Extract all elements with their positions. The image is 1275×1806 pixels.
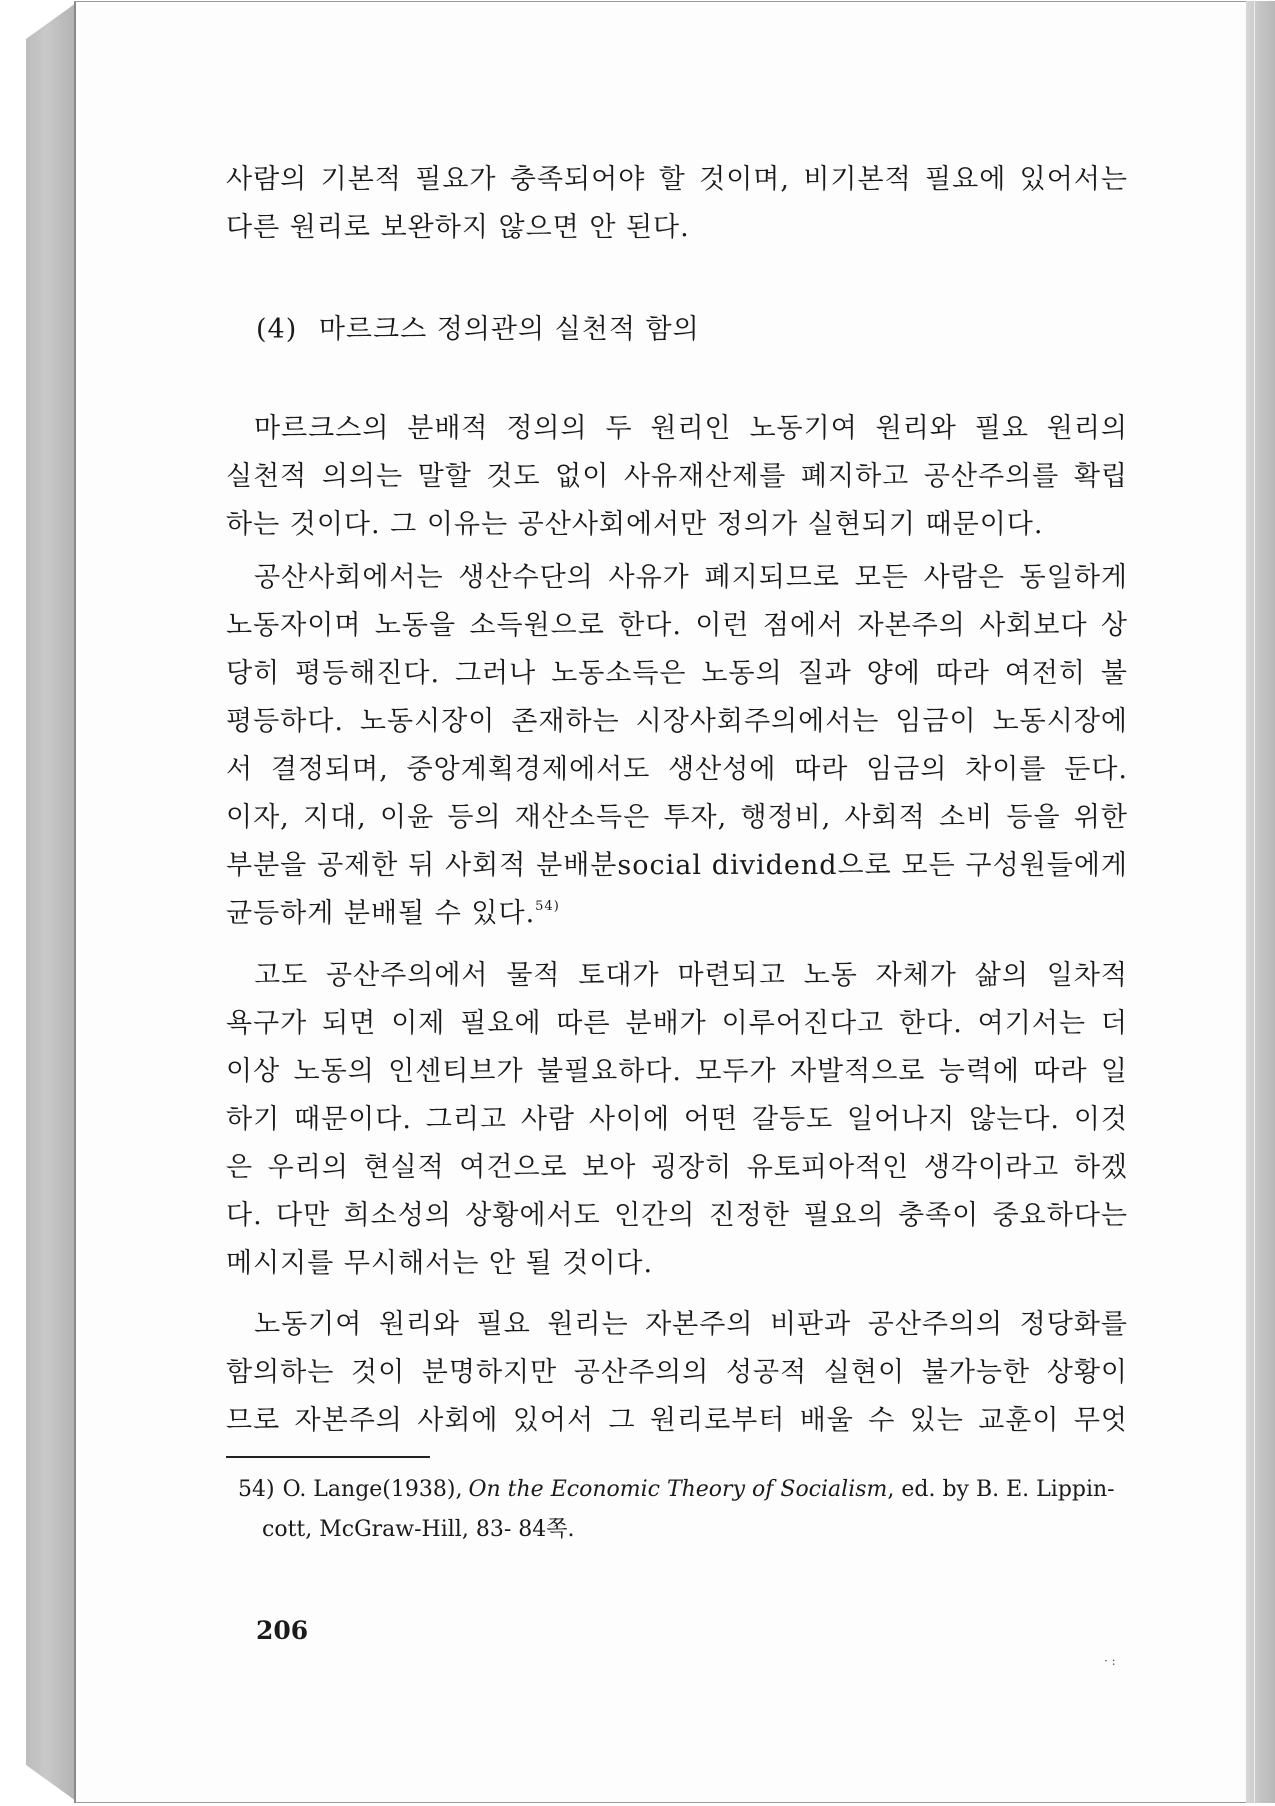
paragraph-2 [226, 554, 1128, 938]
body-line: 당히 평등해진다. 그러나 노동소득은 노동의 질과 양에 따라 여전히 불 [226, 658, 1128, 689]
page-number: 206 [256, 1616, 309, 1645]
book-edge-highlight [1254, 1, 1255, 1803]
footnote-book-title: On the Economic Theory of Socialism [468, 1477, 888, 1502]
body-line: 메시지를 무시해서는 안 될 것이다. [226, 1248, 654, 1279]
body-line: 사람의 기본적 필요가 충족되어야 할 것이며, 비기본적 필요에 있어서는 [226, 164, 1128, 195]
continued-paragraph [226, 156, 1128, 252]
body-line: 므로 자본주의 사회에 있어서 그 원리로부터 배울 수 있는 교훈이 무엇 [226, 1405, 1128, 1436]
body-line: 노동자이며 노동을 소득원으로 한다. 이런 점에서 자본주의 사회보다 상 [226, 610, 1128, 641]
body-line: 이상 노동의 인센티브가 불필요하다. 모두가 자발적으로 능력에 따라 일 [226, 1056, 1128, 1087]
body-line: 마르크스의 분배적 정의의 두 원리인 노동기여 원리와 필요 원리의 [254, 413, 1128, 444]
body-line-text: 균등하게 분배될 수 있다. [226, 898, 536, 929]
body-line: 부분을 공제한 뒤 사회적 분배분social dividend으로 모든 구성원들에게 [226, 850, 1128, 881]
body-line: 다. 다만 희소성의 상황에서도 인간의 진정한 필요의 충족이 중요하다는 [226, 1200, 1128, 1231]
body-line: 다른 원리로 보완하지 않으면 안 된다. [226, 212, 690, 243]
footnote-publisher: , ed. by B. E. Lippin- [887, 1477, 1115, 1502]
footnote-number: 54) [238, 1477, 275, 1502]
footnote-author: O. Lange(1938), [282, 1477, 463, 1502]
section-number: (4) [256, 314, 298, 345]
paragraph-4 [226, 1301, 1128, 1445]
body-line: 은 우리의 현실적 여건으로 보아 굉장히 유토피아적인 생각이라고 하겠 [226, 1152, 1128, 1183]
section-title: 마르크스 정의관의 실천적 함의 [318, 314, 700, 345]
body-line: 실천적 의의는 말할 것도 없이 사유재산제를 폐지하고 공산주의를 확립 [226, 461, 1128, 492]
book-spine [26, 3, 76, 1801]
footnote-line: cott, McGraw-Hill, 83- 84쪽. [262, 1517, 575, 1542]
body-line: 하는 것이다. 그 이유는 공산사회에서만 정의가 실현되기 때문이다. [226, 509, 1044, 540]
footnote-54 [238, 1470, 1130, 1550]
section-heading [256, 306, 712, 354]
footnote-reference[interactable]: 54) [535, 899, 560, 914]
scan-speck: · : [1104, 1654, 1116, 1668]
body-line [226, 890, 1128, 938]
body-line: 평등하다. 노동시장이 존재하는 시장사회주의에서는 임금이 노동시장에 [226, 706, 1128, 737]
paragraph-1 [226, 405, 1128, 549]
body-line: 노동기여 원리와 필요 원리는 자본주의 비판과 공산주의의 정당화를 [254, 1309, 1128, 1340]
footnote-divider [226, 1456, 430, 1458]
footnote-line [238, 1470, 1130, 1510]
body-line: 이자, 지대, 이윤 등의 재산소득은 투자, 행정비, 사회적 소비 등을 위한 [226, 802, 1128, 833]
body-line: 하기 때문이다. 그리고 사람 사이에 어떤 갈등도 일어나지 않는다. 이것 [226, 1104, 1128, 1135]
body-line: 욕구가 되면 이제 필요에 따른 분배가 이루어진다고 한다. 여기서는 더 [226, 1008, 1128, 1039]
body-line: 고도 공산주의에서 물적 토대가 마련되고 노동 자체가 삶의 일차적 [254, 960, 1128, 991]
paragraph-3 [226, 952, 1128, 1288]
book-page-edges [1246, 1, 1275, 1803]
body-line: 서 결정되며, 중앙계획경제에서도 생산성에 따라 임금의 차이를 둔다. [226, 754, 1128, 785]
body-line: 함의하는 것이 분명하지만 공산주의의 성공적 실현이 불가능한 상황이 [226, 1357, 1128, 1388]
body-line: 공산사회에서는 생산수단의 사유가 폐지되므로 모든 사람은 동일하게 [254, 562, 1128, 593]
